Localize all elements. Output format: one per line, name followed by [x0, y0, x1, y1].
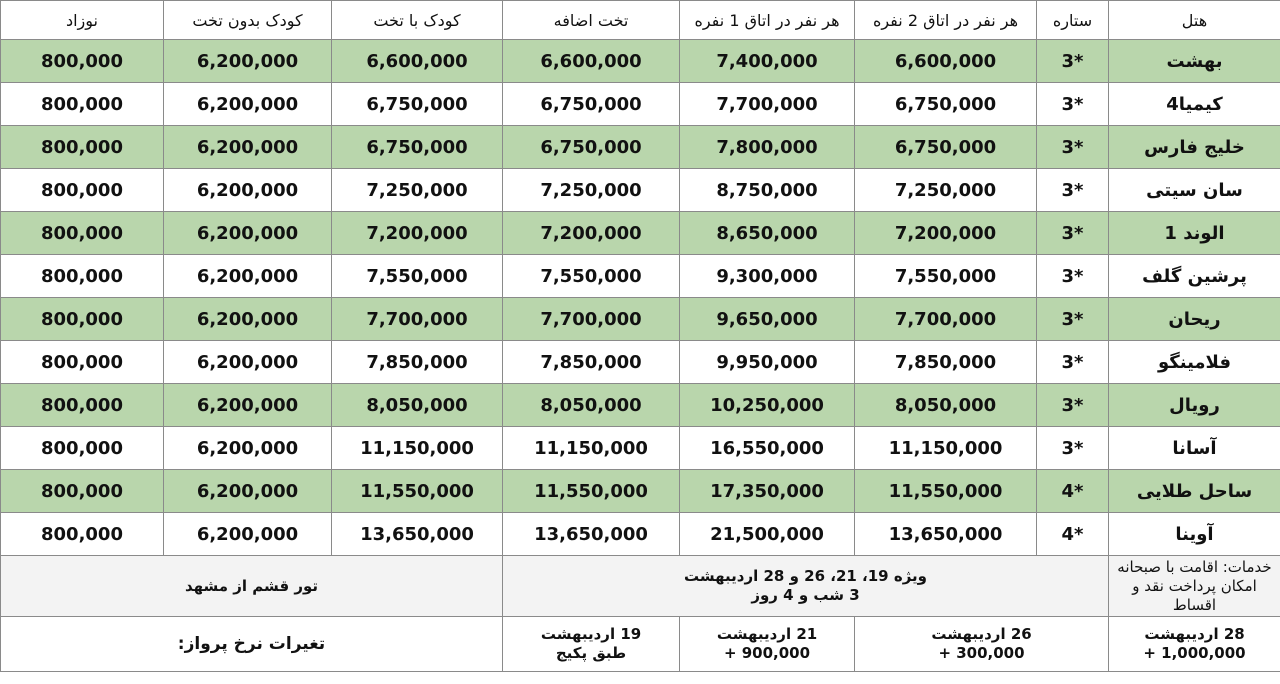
- flight-changes-label: تغیرات نرخ پرواز:: [1, 617, 503, 672]
- price-infant: 800,000: [1, 255, 164, 298]
- price-extra-bed: 7,250,000: [503, 169, 680, 212]
- star-rating: 3*: [1037, 427, 1109, 470]
- table-row: [1, 470, 1280, 513]
- price-child-without-bed: 6,200,000: [164, 212, 332, 255]
- star-rating: 3*: [1037, 341, 1109, 384]
- star-rating: 3*: [1037, 212, 1109, 255]
- table-row: [1, 255, 1280, 298]
- hotel-name: خلیج فارس: [1109, 126, 1280, 169]
- header-star: ستاره: [1037, 1, 1109, 40]
- price-single-room: 17,350,000: [680, 470, 855, 513]
- hotel-name: الوند 1: [1109, 212, 1280, 255]
- table-footer: [1, 556, 1280, 672]
- hotel-name: ساحل طلایی: [1109, 470, 1280, 513]
- price-double-room: 11,550,000: [855, 470, 1037, 513]
- price-single-room: 9,950,000: [680, 341, 855, 384]
- table-row: [1, 83, 1280, 126]
- star-rating: 3*: [1037, 83, 1109, 126]
- price-single-room: 8,650,000: [680, 212, 855, 255]
- price-infant: 800,000: [1, 427, 164, 470]
- price-child-without-bed: 6,200,000: [164, 470, 332, 513]
- header-child-with-bed: کودک با تخت: [332, 1, 503, 40]
- table-row: [1, 298, 1280, 341]
- table-row: [1, 169, 1280, 212]
- tour-dates-line-1: ویژه 19، 21، 26 و 28 اردیبهشت: [684, 567, 927, 585]
- header-single-room: هر نفر در اتاق 1 نفره: [680, 1, 855, 40]
- price-single-room: 9,650,000: [680, 298, 855, 341]
- hotel-name: بهشت: [1109, 40, 1280, 83]
- price-extra-bed: 7,850,000: [503, 341, 680, 384]
- header-double-room: هر نفر در اتاق 2 نفره: [855, 1, 1037, 40]
- header-infant: نوزاد: [1, 1, 164, 40]
- hotel-name: سان سیتی: [1109, 169, 1280, 212]
- hotel-name: آوینا: [1109, 513, 1280, 556]
- tour-title: تور قشم از مشهد: [1, 556, 503, 617]
- price-extra-bed: 7,550,000: [503, 255, 680, 298]
- services-line-2: امکان پرداخت نقد و اقساط: [1132, 576, 1257, 614]
- price-extra-bed: 7,700,000: [503, 298, 680, 341]
- price-infant: 800,000: [1, 212, 164, 255]
- price-double-room: 7,700,000: [855, 298, 1037, 341]
- price-child-with-bed: 11,150,000: [332, 427, 503, 470]
- price-single-room: 9,300,000: [680, 255, 855, 298]
- price-extra-bed: 8,050,000: [503, 384, 680, 427]
- price-single-room: 10,250,000: [680, 384, 855, 427]
- price-single-room: 7,700,000: [680, 83, 855, 126]
- flight-change-amount: + 300,000: [938, 644, 1025, 662]
- price-double-room: 11,150,000: [855, 427, 1037, 470]
- flight-change-date: 28 اردیبهشت: [1144, 625, 1245, 643]
- footer-row: [1, 556, 1280, 617]
- price-child-without-bed: 6,200,000: [164, 298, 332, 341]
- price-child-with-bed: 7,550,000: [332, 255, 503, 298]
- star-rating: 3*: [1037, 298, 1109, 341]
- header-extra-bed: تخت اضافه: [503, 1, 680, 40]
- hotel-name: کیمیا4: [1109, 83, 1280, 126]
- flight-change-28: [1109, 617, 1280, 672]
- star-rating: 3*: [1037, 126, 1109, 169]
- price-double-room: 7,550,000: [855, 255, 1037, 298]
- price-child-without-bed: 6,200,000: [164, 427, 332, 470]
- flight-change-date: 21 اردیبهشت: [716, 625, 818, 643]
- price-extra-bed: 11,150,000: [503, 427, 680, 470]
- flight-change-19: [503, 617, 680, 672]
- price-double-room: 7,250,000: [855, 169, 1037, 212]
- hotel-name: رویال: [1109, 384, 1280, 427]
- hotel-name: پرشین گلف: [1109, 255, 1280, 298]
- star-rating: 3*: [1037, 169, 1109, 212]
- price-infant: 800,000: [1, 126, 164, 169]
- price-infant: 800,000: [1, 40, 164, 83]
- hotel-name: ریحان: [1109, 298, 1280, 341]
- price-child-without-bed: 6,200,000: [164, 255, 332, 298]
- price-single-room: 16,550,000: [680, 427, 855, 470]
- price-child-with-bed: 6,600,000: [332, 40, 503, 83]
- price-double-room: 6,750,000: [855, 126, 1037, 169]
- tour-dates-note: [503, 556, 1109, 617]
- price-child-with-bed: 8,050,000: [332, 384, 503, 427]
- header-hotel: هتل: [1109, 1, 1280, 40]
- price-infant: 800,000: [1, 341, 164, 384]
- table-row: [1, 427, 1280, 470]
- price-infant: 800,000: [1, 513, 164, 556]
- flight-change-date: 19 اردیبهشت: [540, 625, 642, 643]
- price-infant: 800,000: [1, 384, 164, 427]
- services-line-1: خدمات: اقامت با صبحانه: [1117, 557, 1272, 576]
- flight-change-21: [680, 617, 855, 672]
- price-single-room: 7,400,000: [680, 40, 855, 83]
- price-child-without-bed: 6,200,000: [164, 83, 332, 126]
- flight-change-26: [855, 617, 1109, 672]
- flight-change-amount: طبق پکیج: [555, 644, 627, 662]
- price-child-without-bed: 6,200,000: [164, 384, 332, 427]
- price-extra-bed: 13,650,000: [503, 513, 680, 556]
- price-extra-bed: 11,550,000: [503, 470, 680, 513]
- price-infant: 800,000: [1, 169, 164, 212]
- price-infant: 800,000: [1, 470, 164, 513]
- price-infant: 800,000: [1, 298, 164, 341]
- price-double-room: 6,600,000: [855, 40, 1037, 83]
- table-row: [1, 40, 1280, 83]
- price-extra-bed: 7,200,000: [503, 212, 680, 255]
- flight-change-date: 26 اردیبهشت: [931, 625, 1032, 643]
- price-double-room: 6,750,000: [855, 83, 1037, 126]
- header-child-without-bed: کودک بدون تخت: [164, 1, 332, 40]
- price-child-without-bed: 6,200,000: [164, 126, 332, 169]
- flight-change-amount: + 1,000,000: [1143, 644, 1246, 662]
- price-extra-bed: 6,750,000: [503, 83, 680, 126]
- services-note: [1109, 556, 1280, 617]
- price-child-with-bed: 7,850,000: [332, 341, 503, 384]
- table-row: [1, 513, 1280, 556]
- price-child-with-bed: 11,550,000: [332, 470, 503, 513]
- price-double-room: 7,850,000: [855, 341, 1037, 384]
- table-row: [1, 126, 1280, 169]
- star-rating: 4*: [1037, 470, 1109, 513]
- table-row: [1, 212, 1280, 255]
- price-double-room: 8,050,000: [855, 384, 1037, 427]
- price-infant: 800,000: [1, 83, 164, 126]
- price-child-without-bed: 6,200,000: [164, 40, 332, 83]
- price-child-with-bed: 7,200,000: [332, 212, 503, 255]
- price-child-with-bed: 7,700,000: [332, 298, 503, 341]
- header-row: [1, 1, 1280, 40]
- price-double-room: 7,200,000: [855, 212, 1037, 255]
- price-rows: [1, 40, 1280, 556]
- flight-change-amount: + 900,000: [723, 644, 811, 662]
- price-extra-bed: 6,600,000: [503, 40, 680, 83]
- price-child-without-bed: 6,200,000: [164, 169, 332, 212]
- price-single-room: 7,800,000: [680, 126, 855, 169]
- star-rating: 3*: [1037, 40, 1109, 83]
- price-child-without-bed: 6,200,000: [164, 341, 332, 384]
- table-row: [1, 341, 1280, 384]
- flight-changes-row: [1, 617, 1280, 672]
- star-rating: 4*: [1037, 513, 1109, 556]
- price-single-room: 8,750,000: [680, 169, 855, 212]
- star-rating: 3*: [1037, 255, 1109, 298]
- price-child-with-bed: 6,750,000: [332, 126, 503, 169]
- hotel-name: فلامینگو: [1109, 341, 1280, 384]
- price-child-without-bed: 6,200,000: [164, 513, 332, 556]
- hotel-name: آسانا: [1109, 427, 1280, 470]
- price-child-with-bed: 6,750,000: [332, 83, 503, 126]
- price-single-room: 21,500,000: [680, 513, 855, 556]
- table-row: [1, 384, 1280, 427]
- star-rating: 3*: [1037, 384, 1109, 427]
- price-child-with-bed: 7,250,000: [332, 169, 503, 212]
- price-extra-bed: 6,750,000: [503, 126, 680, 169]
- price-double-room: 13,650,000: [855, 513, 1037, 556]
- tour-dates-line-2: 3 شب و 4 روز: [751, 586, 860, 604]
- price-child-with-bed: 13,650,000: [332, 513, 503, 556]
